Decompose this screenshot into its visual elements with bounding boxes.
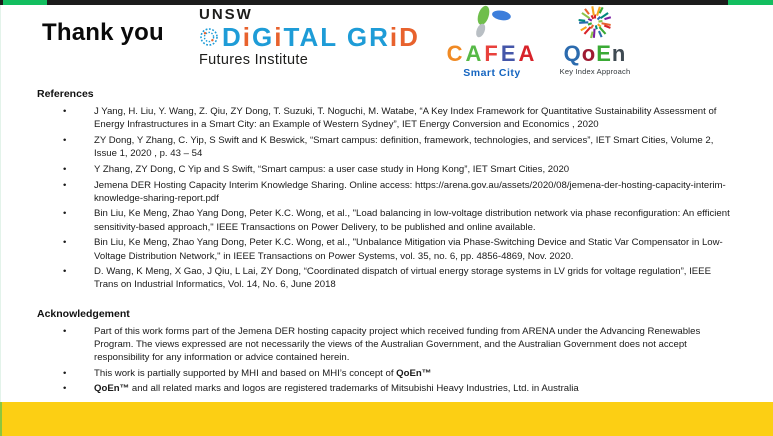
logo-letter: A: [465, 41, 485, 66]
qoen-trademark-text: QoEn™: [94, 383, 130, 395]
logo-letter: L: [320, 22, 338, 52]
top-accent-right: [728, 0, 773, 5]
key-index-approach-text: Key Index Approach: [559, 67, 631, 76]
acknowledgement-heading: Acknowledgement: [37, 307, 130, 320]
reference-item: • D. Wang, K Meng, X Gao, J Qiu, L Lai, ZY Dong, “Coordinated dispatch of virtual energy storage systems in LV grids for voltage regulation”, IEEE Trans on Industrial Informatics, Vol. 14, No. 6, June 2018: [37, 265, 737, 291]
logo-letter: i: [389, 22, 400, 52]
slide-title: Thank you: [42, 19, 164, 46]
logo-letter: T: [283, 22, 300, 52]
qoen-wordmark: [551, 43, 639, 65]
references-list: [37, 105, 737, 292]
qoen-trademark-text: QoEn™: [396, 367, 432, 379]
cafea-logo: [440, 5, 544, 79]
digital-grid-text: [222, 24, 420, 50]
acknowledgement-text: Part of this work forms part of the Jemena DER hosting capacity project which received funding from ARENA under the Advancing Renewables Program. The views expressed are not necessarily the views of the Australian Government, and the Australian Government does not accept responsibility for any information or advice contained herein.: [94, 325, 701, 364]
logo-letter: R: [369, 22, 390, 52]
logo-letter: D: [399, 22, 420, 52]
reference-item: • Jemena DER Hosting Capacity Interim Knowledge Sharing. Online access: https://arena.gov.au/assets/2020/08/jemena-der-hosting-capacity-interim-knowledge-sharing-report.pdf: [37, 179, 737, 205]
bottom-left-sliver: [0, 402, 2, 436]
smart-city-text: Smart City: [463, 67, 521, 79]
logo-letter: A: [299, 22, 321, 52]
top-bar: [0, 0, 773, 5]
reference-item: • Y Zhang, ZY Dong, C Yip and S Swift, “Smart campus: a user case study in Hong Kong”, IET Smart Cities, 2020: [37, 163, 737, 176]
logo-letter: D: [222, 22, 243, 52]
reference-item: • Bin Liu, Ke Meng, Zhao Yang Dong, Peter K.C. Wong, et al., "Load balancing in low-voltage distribution network via phase reconfiguration: An efficient sensitivity-based approach," IEEE Transactions on Power Delivery, to be published and online available.: [37, 207, 737, 233]
unsw-digital-grid-logo: [199, 7, 420, 68]
logo-letter: A: [518, 41, 538, 66]
cafea-leaves-icon: [463, 5, 521, 39]
logo-letter: G: [252, 22, 275, 52]
references-heading: References: [37, 88, 94, 100]
logo-letter: E: [500, 41, 519, 66]
qoen-logo: [551, 5, 639, 76]
logo-letter: Q: [563, 41, 582, 66]
logo-letter: n: [611, 41, 627, 66]
futures-institute-text: Futures Institute: [199, 52, 309, 68]
top-accent-left: [3, 0, 47, 5]
logo-letter: i: [242, 22, 253, 52]
acknowledgement-list: [37, 325, 737, 396]
qoen-starburst-icon: [578, 5, 612, 39]
logo-letter: E: [596, 41, 612, 66]
bottom-bar: [0, 402, 773, 436]
left-edge-line: [0, 5, 1, 402]
acknowledgement-item: [37, 382, 737, 395]
acknowledgement-text: This work is partially supported by MHI and based on MHI’s concept of: [94, 367, 397, 379]
logo-letter: [338, 22, 347, 52]
logo-letter: C: [446, 41, 466, 66]
logo-letter: F: [484, 41, 501, 66]
unsw-wordmark: UNSW: [199, 6, 253, 23]
reference-item: • ZY Dong, Y Zhang, C. Yip, S Swift and K Beswick, “Smart campus: definition, framework, technologies, and services”, IET Smart Cities, Volume 2, Issue 1, 2020 , p. 43 – 54: [37, 134, 737, 160]
acknowledgement-item: [37, 325, 737, 365]
reference-item: • J Yang, H. Liu, Y. Wang, Z. Qiu, ZY Dong, T. Suzuki, T. Noguchi, M. Watabe, “A Key Index Framework for Quantitative Sustainability Assessment of Energy Infrastructures in a Smart City: an Example of Western Sydney”, IET Energy Conversion and Economics , 2020: [37, 105, 737, 131]
slide-body: [37, 88, 737, 398]
logo-letter: o: [581, 41, 597, 66]
reference-item: • Bin Liu, Ke Meng, Zhao Yang Dong, Peter K.C. Wong, et al., "Unbalance Mitigation via Phase-Switching Device and Static Var Compensator in Low-Voltage Distribution Network," in IEEE Transactions on Power Systems, vol. 35, no. 6, pp. 4856-4869, Nov. 2020.: [37, 236, 737, 262]
digital-grid-wordmark: [199, 24, 420, 50]
cafea-wordmark: [440, 43, 544, 65]
logo-letter: i: [274, 22, 284, 52]
acknowledgement-text: and all related marks and logos are registered trademarks of Mitsubishi Heavy Industries, Ltd. in Australia: [129, 383, 579, 395]
dotted-globe-icon: [199, 27, 219, 47]
logo-letter: G: [346, 22, 370, 52]
acknowledgement-item: [37, 367, 737, 380]
